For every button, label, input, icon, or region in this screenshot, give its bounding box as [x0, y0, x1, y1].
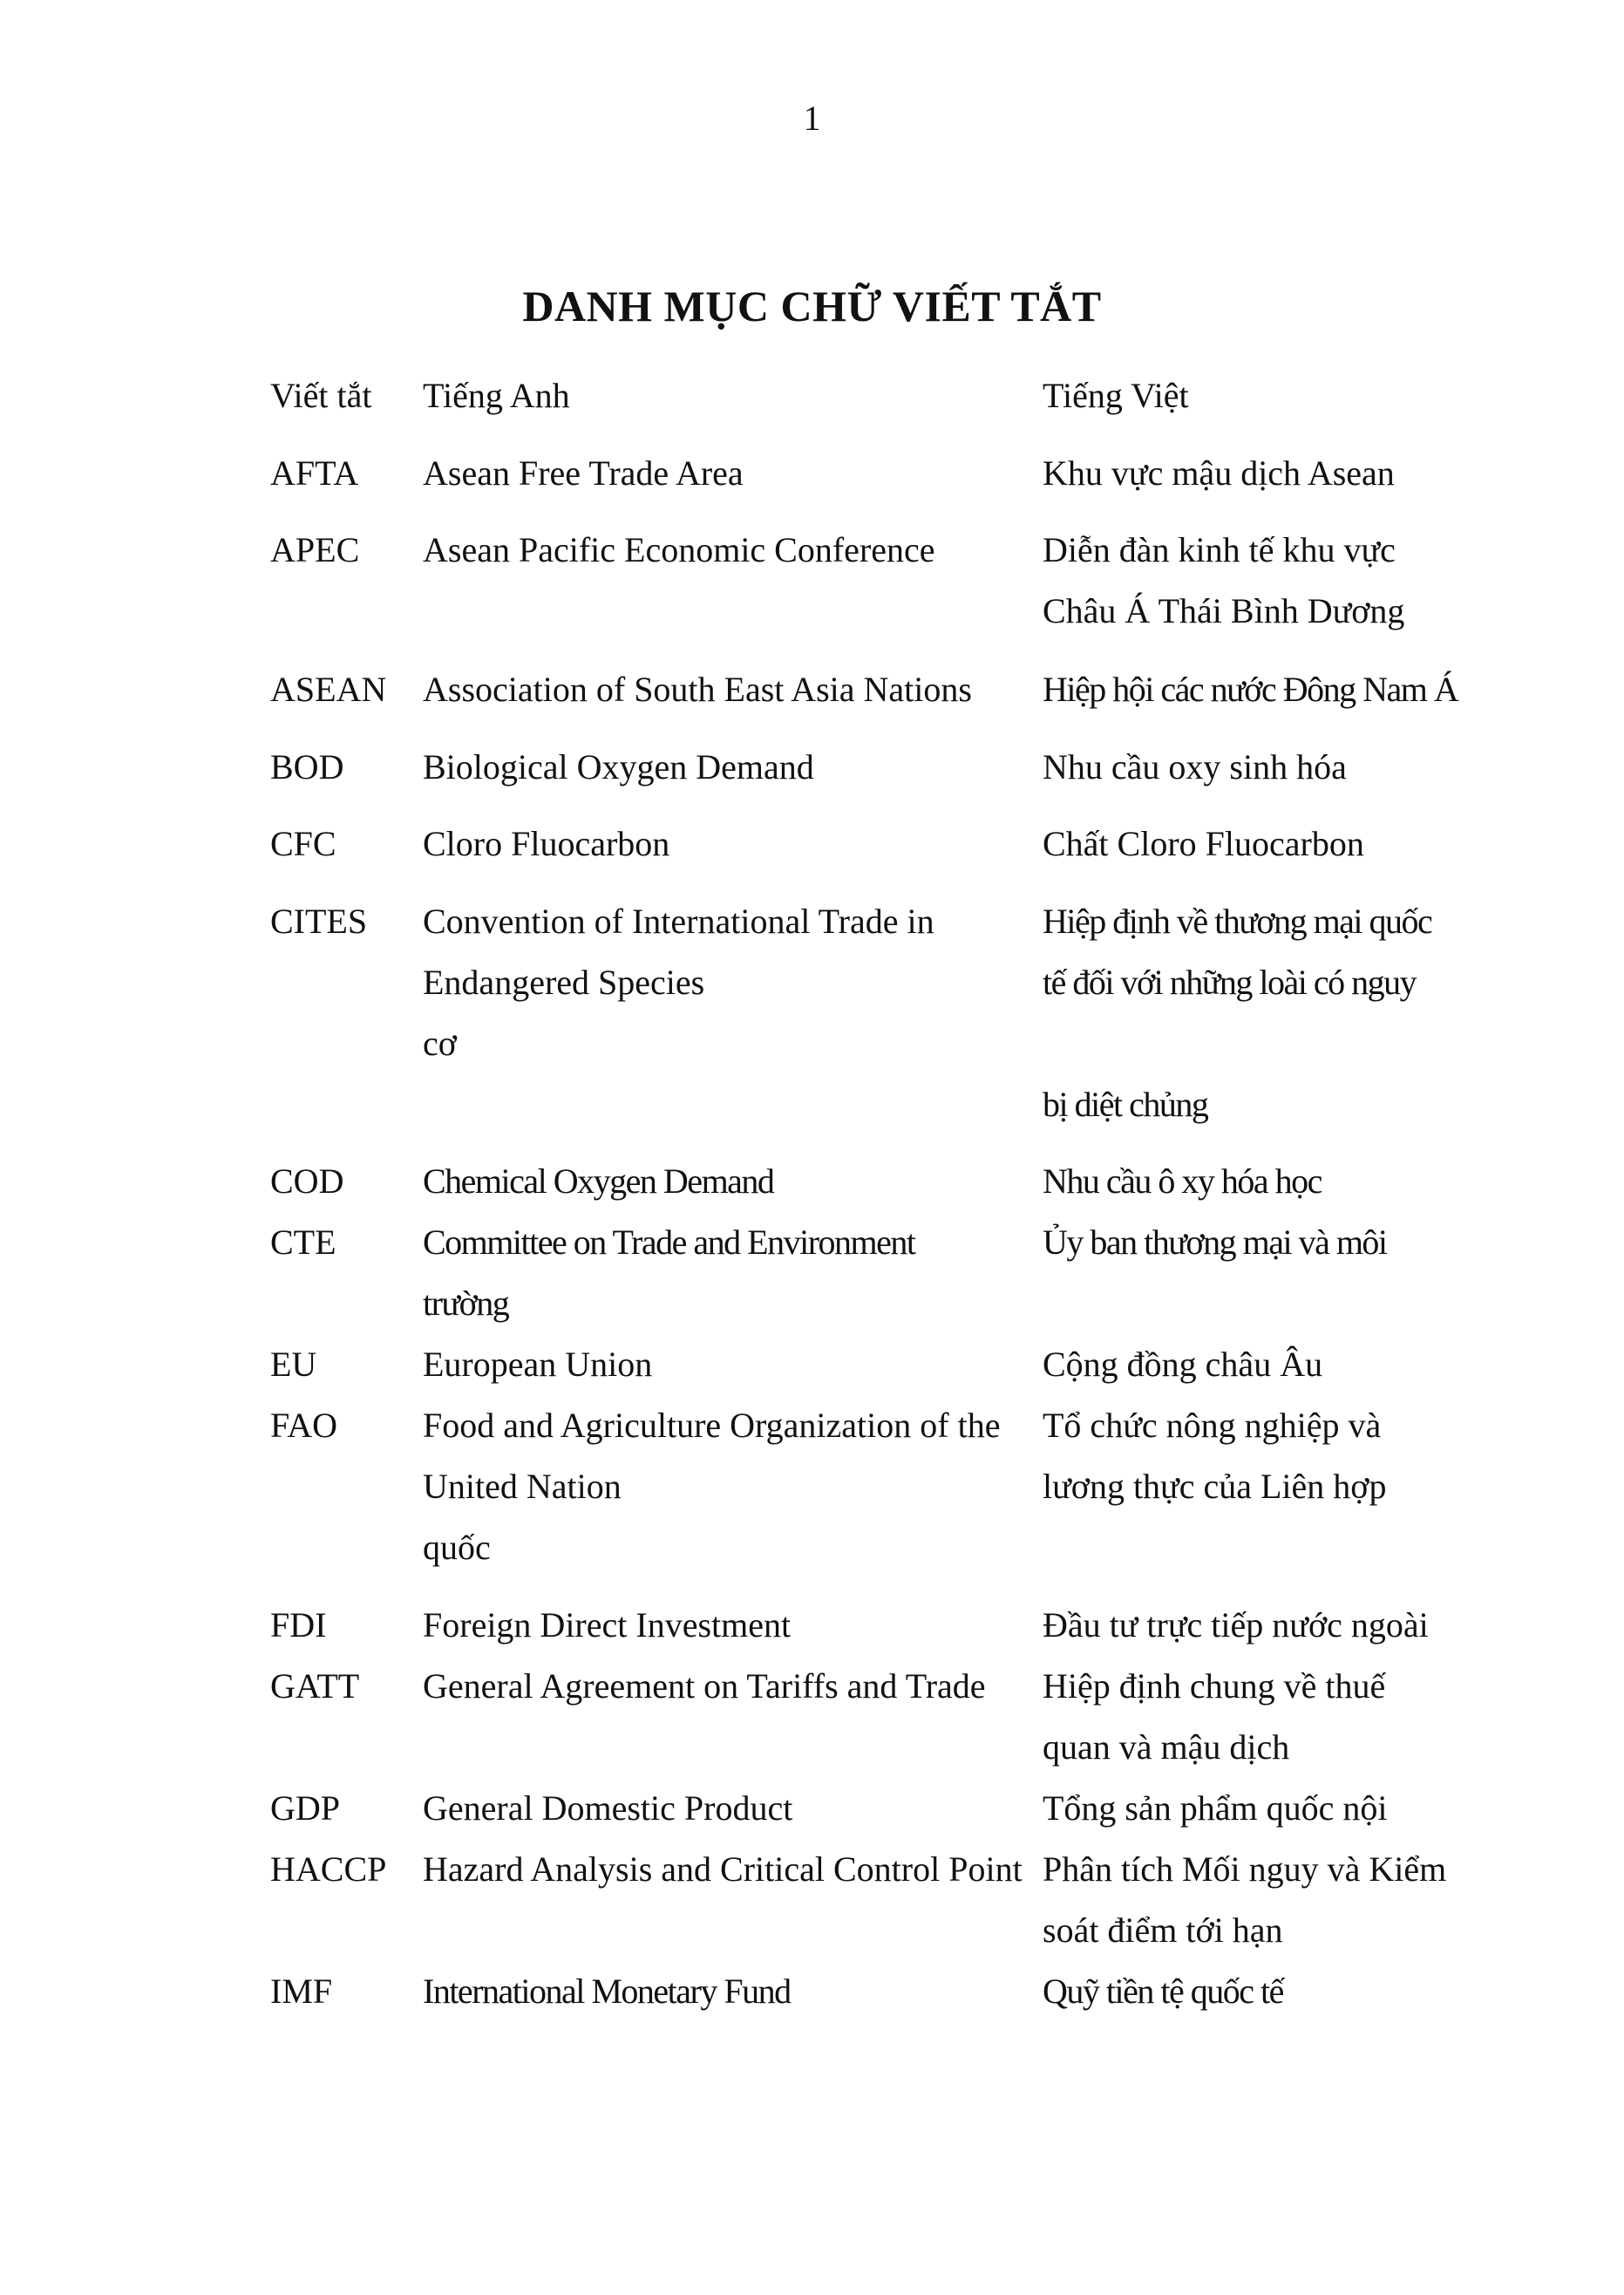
row-abbreviation: CTE: [270, 1222, 336, 1262]
row-english: Association of South East Asia Nations: [423, 670, 972, 709]
row-vietnamese: Diễn đàn kinh tế khu vực: [1043, 530, 1396, 569]
row-abbreviation: GDP: [270, 1788, 341, 1828]
row-vietnamese: Đầu tư trực tiếp nước ngoài: [1043, 1605, 1429, 1645]
row-english: Asean Free Trade Area: [423, 453, 744, 493]
row-vietnamese: Hiệp định về thương mại quốc: [1043, 902, 1432, 941]
row-abbreviation: FDI: [270, 1605, 327, 1645]
row-abbreviation: CITES: [270, 902, 368, 941]
row-vietnamese: Nhu cầu ô xy hóa học: [1043, 1161, 1322, 1201]
header-vietnamese: Tiếng Việt: [1043, 376, 1189, 415]
row-vietnamese: bị diệt chủng: [1043, 1085, 1208, 1124]
row-vietnamese: Quỹ tiền tệ quốc tế: [1043, 1972, 1283, 2011]
row-vietnamese: Châu Á Thái Bình Dương: [1043, 591, 1405, 630]
header-abbreviation: Viết tắt: [270, 376, 372, 415]
row-english: quốc: [423, 1528, 491, 1567]
row-abbreviation: FAO: [270, 1406, 338, 1445]
row-english: Biological Oxygen Demand: [423, 747, 814, 787]
row-english: Convention of International Trade in: [423, 902, 934, 941]
row-vietnamese: Chất Cloro Fluocarbon: [1043, 824, 1364, 863]
row-abbreviation: HACCP: [270, 1849, 387, 1889]
row-vietnamese: Tổ chức nông nghiệp và: [1043, 1406, 1382, 1445]
row-english: trường: [423, 1284, 509, 1323]
row-vietnamese: Cộng đồng châu Âu: [1043, 1345, 1323, 1384]
row-english: United Nation: [423, 1467, 622, 1506]
row-vietnamese: Tổng sản phẩm quốc nội: [1043, 1788, 1388, 1828]
row-abbreviation: ASEAN: [270, 670, 387, 709]
row-vietnamese: quan và mậu dịch: [1043, 1727, 1290, 1767]
row-english: General Domestic Product: [423, 1788, 793, 1828]
row-abbreviation: APEC: [270, 530, 360, 569]
row-vietnamese: Nhu cầu oxy sinh hóa: [1043, 747, 1347, 787]
row-english: cơ: [423, 1024, 457, 1063]
row-abbreviation: GATT: [270, 1666, 360, 1706]
row-vietnamese: Hiệp định chung về thuế: [1043, 1666, 1386, 1706]
header-english: Tiếng Anh: [423, 376, 570, 415]
row-english: Committee on Trade and Environment: [423, 1222, 915, 1262]
row-english: International Monetary Fund: [423, 1972, 791, 2011]
row-abbreviation: BOD: [270, 747, 344, 787]
row-vietnamese: soát điểm tới hạn: [1043, 1910, 1283, 1950]
row-vietnamese: lương thực của Liên hợp: [1043, 1467, 1387, 1506]
page-title: DANH MỤC CHỮ VIẾT TẮT: [522, 282, 1102, 330]
row-english: Food and Agriculture Organization of the: [423, 1406, 1001, 1445]
row-vietnamese: Ủy ban thương mại và môi: [1043, 1222, 1387, 1262]
row-english: Asean Pacific Economic Conference: [423, 530, 935, 569]
row-vietnamese: Phân tích Mối nguy và Kiểm: [1043, 1849, 1447, 1889]
row-abbreviation: EU: [270, 1345, 317, 1384]
page-number: 1: [803, 99, 821, 138]
row-abbreviation: CFC: [270, 824, 336, 863]
row-vietnamese: Khu vực mậu dịch Asean: [1043, 453, 1395, 493]
row-abbreviation: AFTA: [270, 453, 359, 493]
row-english: European Union: [423, 1345, 653, 1384]
row-english: Cloro Fluocarbon: [423, 824, 670, 863]
row-english: Hazard Analysis and Critical Control Point: [423, 1849, 1023, 1889]
row-english: Endangered Species: [423, 963, 705, 1002]
row-english: Foreign Direct Investment: [423, 1605, 792, 1645]
row-abbreviation: COD: [270, 1161, 344, 1201]
row-vietnamese: Hiệp hội các nước Đông Nam Á: [1043, 670, 1458, 709]
row-english: Chemical Oxygen Demand: [423, 1161, 774, 1201]
row-english: General Agreement on Tariffs and Trade: [423, 1666, 986, 1706]
row-vietnamese: tế đối với những loài có nguy: [1043, 963, 1417, 1002]
row-abbreviation: IMF: [270, 1972, 333, 2011]
